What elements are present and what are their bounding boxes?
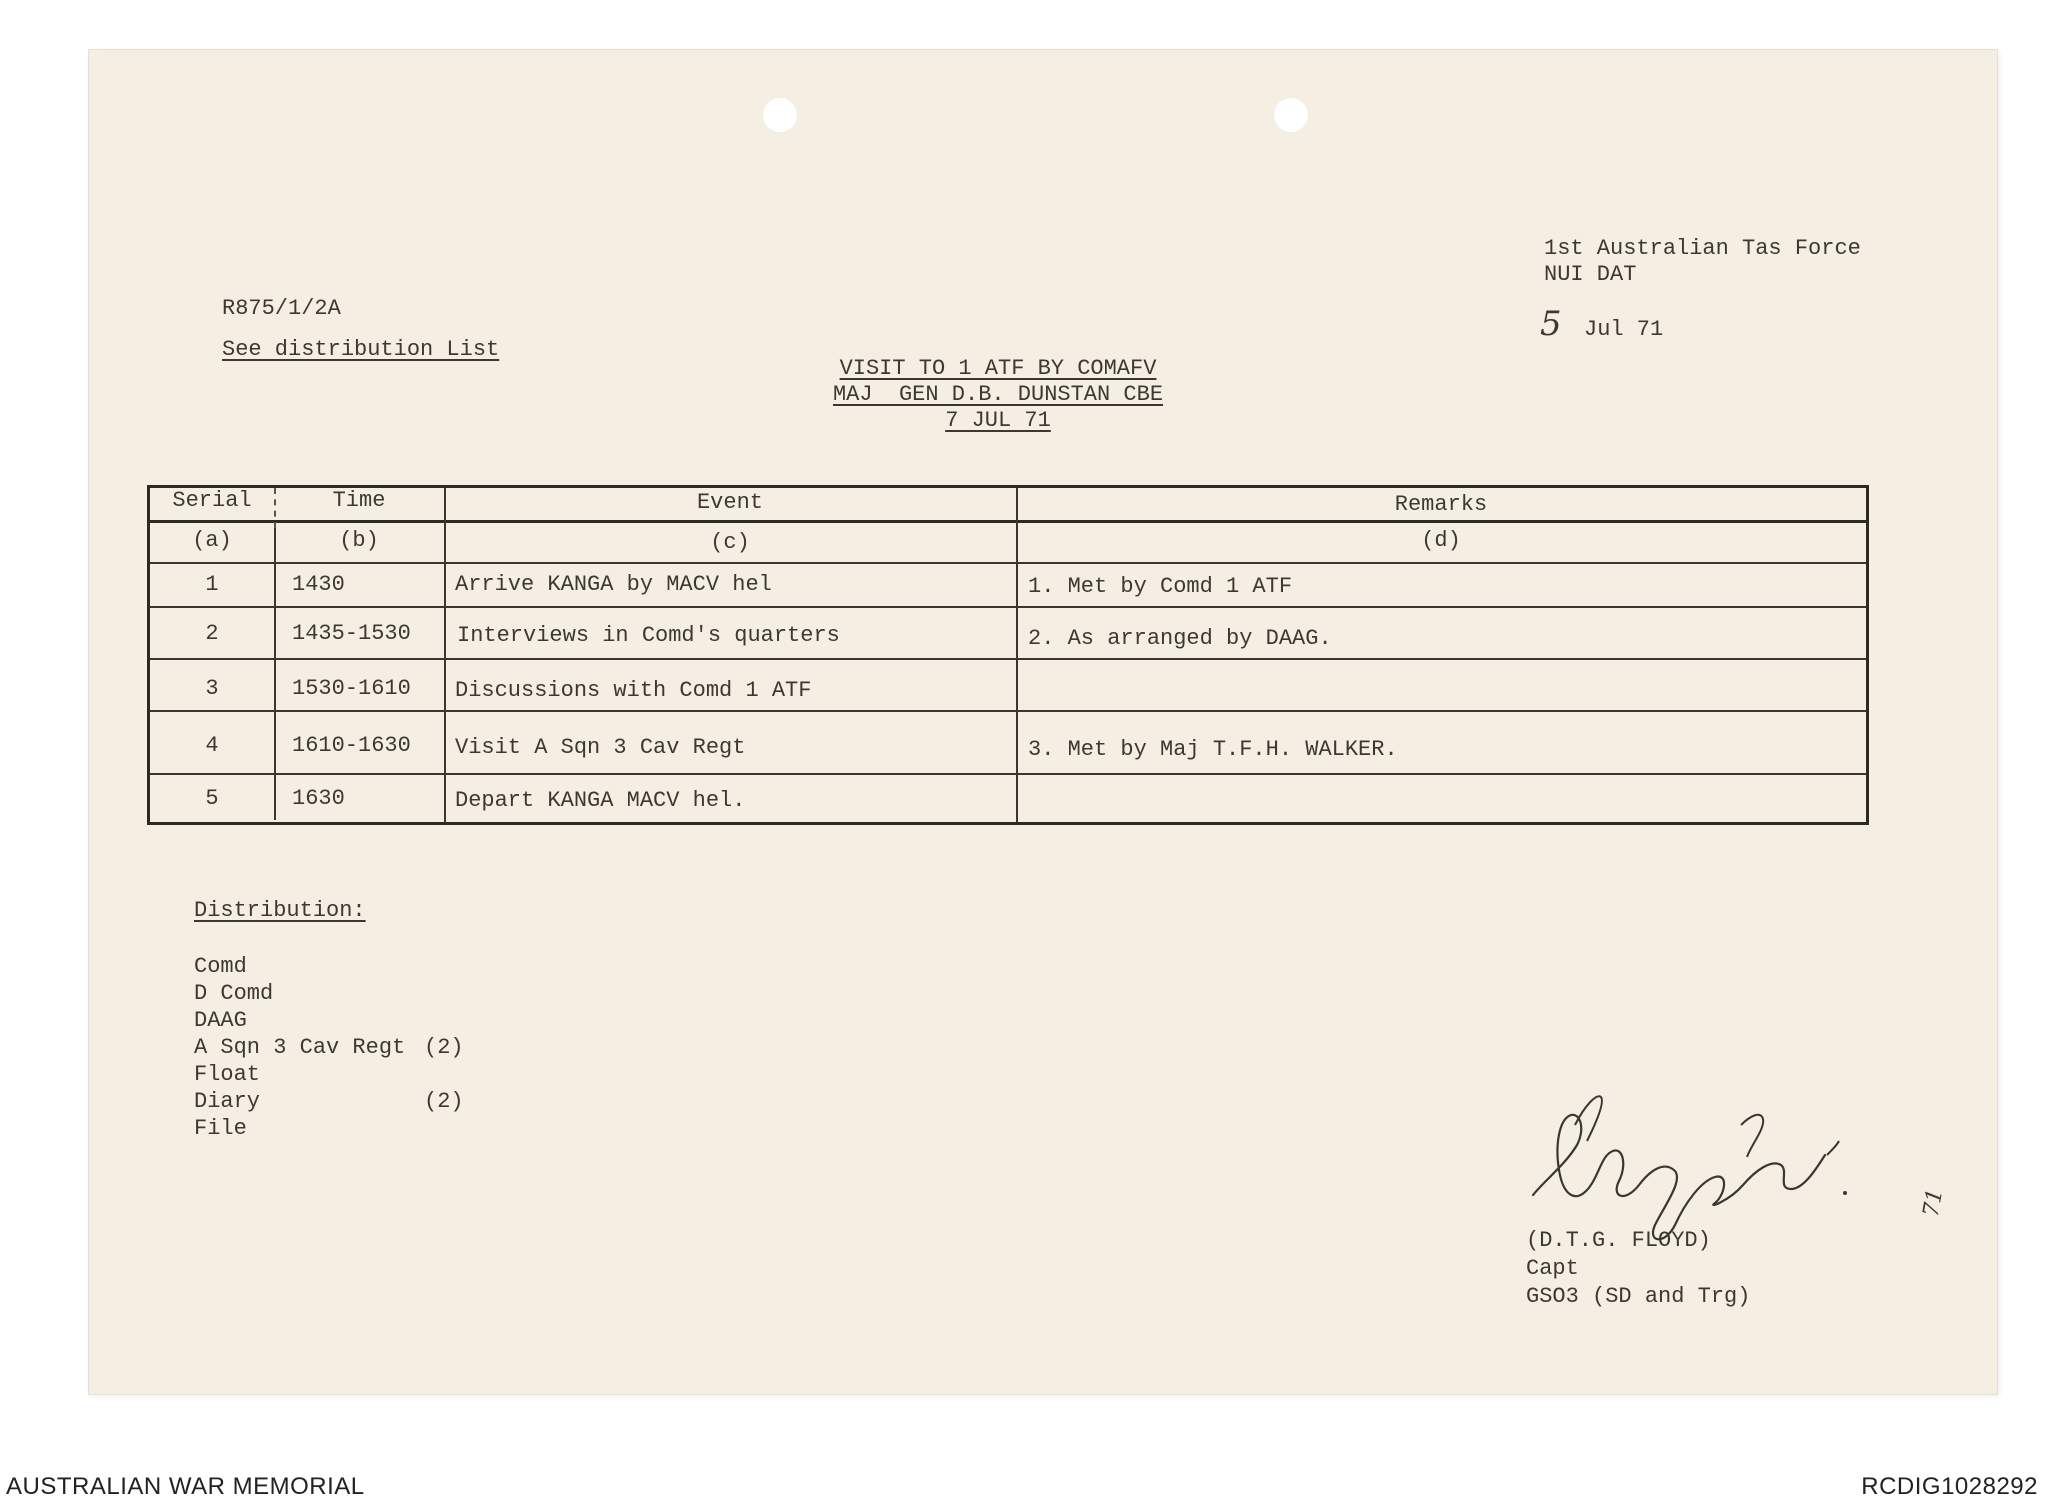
unit-name: 1st Australian Tas Force xyxy=(1544,236,1861,261)
date-handwritten-day: 5 xyxy=(1540,304,1562,344)
distribution-item: Float xyxy=(194,1062,261,1087)
row-1-serial: 1 xyxy=(205,572,219,597)
col-rule-serial-time xyxy=(274,528,276,820)
distribution-heading: Distribution: xyxy=(194,898,366,923)
title-line-3: 7 JUL 71 xyxy=(945,408,1051,433)
distribution-item: Diary xyxy=(194,1089,261,1114)
punch-hole-right xyxy=(1274,98,1308,132)
file-reference: R875/1/2A xyxy=(222,296,341,321)
distribution-item: A Sqn 3 Cav Regt xyxy=(194,1035,406,1060)
row-4-serial: 4 xyxy=(205,733,219,758)
row-4-time: 1610-1630 xyxy=(292,733,411,758)
row-2-event: Interviews in Comd's quarters xyxy=(457,623,840,648)
row-3-serial: 3 xyxy=(205,676,219,701)
footer-record-id: RCDIG1028292 xyxy=(1861,1473,2038,1500)
header-time: Time xyxy=(332,488,386,513)
title-line-1: VISIT TO 1 ATF BY COMAFV xyxy=(839,356,1157,381)
row-2-remarks: 2. As arranged by DAAG. xyxy=(1028,626,1332,651)
row-4-event: Visit A Sqn 3 Cav Regt xyxy=(455,735,746,760)
row-1-event: Arrive KANGA by MACV hel xyxy=(455,572,772,597)
row-rule-4 xyxy=(150,773,1866,775)
subheader-c: (c) xyxy=(710,530,750,555)
distribution-item: DAAG xyxy=(194,1008,247,1033)
distribution-item: File xyxy=(194,1116,247,1141)
date-month-year: Jul 71 xyxy=(1584,317,1664,342)
unit-location: NUI DAT xyxy=(1544,262,1637,287)
distribution-item: D Comd xyxy=(194,981,274,1006)
row-4-remarks: 3. Met by Maj T.F.H. WALKER. xyxy=(1028,737,1398,762)
punch-hole-left xyxy=(763,98,797,132)
distribution-qty: (2) xyxy=(424,1035,464,1060)
row-3-event: Discussions with Comd 1 ATF xyxy=(455,678,812,703)
row-2-time: 1435-1530 xyxy=(292,621,411,646)
signatory-name: (D.T.G. FLOYD) xyxy=(1526,1228,1711,1253)
row-rule-2 xyxy=(150,658,1866,660)
row-1-time: 1430 xyxy=(292,572,345,597)
subheader-a: (a) xyxy=(192,528,232,553)
row-3-time: 1530-1610 xyxy=(292,676,411,701)
row-2-serial: 2 xyxy=(205,621,219,646)
distribution-qty: (2) xyxy=(424,1089,464,1114)
subheader-rule xyxy=(150,562,1866,564)
header-event: Event xyxy=(696,490,763,515)
row-1-remarks: 1. Met by Comd 1 ATF xyxy=(1028,574,1293,599)
row-5-time: 1630 xyxy=(292,786,345,811)
row-rule-3 xyxy=(150,710,1866,712)
title-line-2: MAJ GEN D.B. DUNSTAN CBE xyxy=(832,382,1164,407)
distribution-item: Comd xyxy=(194,954,247,979)
footer-institution: AUSTRALIAN WAR MEMORIAL xyxy=(6,1473,365,1500)
signatory-appointment: GSO3 (SD and Trg) xyxy=(1526,1284,1751,1309)
subheader-d: (d) xyxy=(1421,528,1461,553)
subheader-b: (b) xyxy=(339,528,379,553)
signatory-rank: Capt xyxy=(1526,1256,1579,1281)
addressee: See distribution List xyxy=(222,337,500,362)
margin-mark: 71 xyxy=(1918,1186,1949,1219)
row-rule-1 xyxy=(150,606,1866,608)
header-remarks: Remarks xyxy=(1394,492,1488,517)
schedule-table xyxy=(147,485,1869,825)
header-rule xyxy=(150,520,1866,523)
row-5-event: Depart KANGA MACV hel. xyxy=(455,788,746,813)
row-5-serial: 5 xyxy=(205,786,219,811)
header-serial: Serial xyxy=(172,488,252,513)
